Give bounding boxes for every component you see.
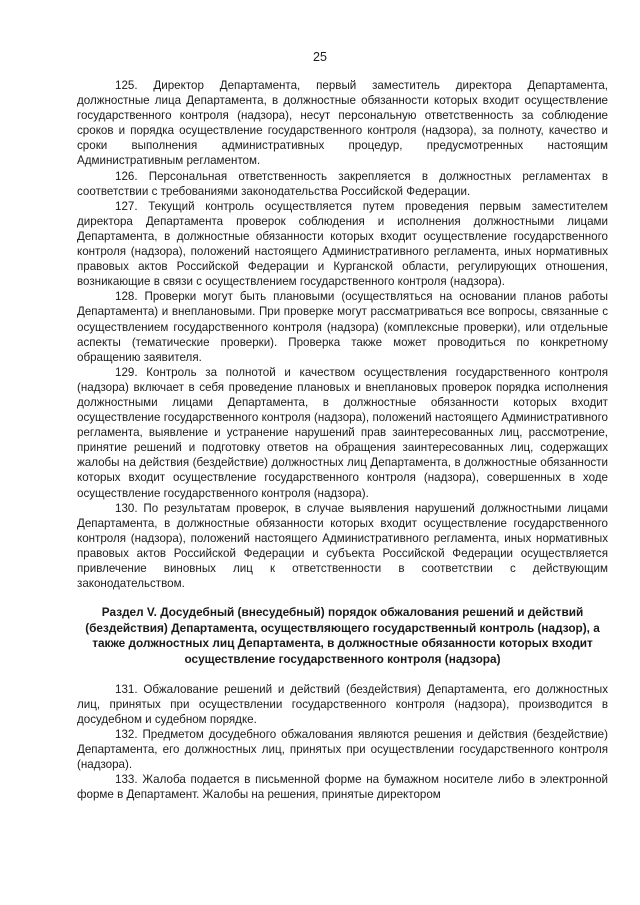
paragraph-127: 127. Текущий контроль осуществляется путем проведения первым заместителем директора Департамента проверок соблюдения и исполнения должностными лицами Департамента, в должностные обязанности которых входит осуществление государственного контроля (надзора), положений настоящего Административного регламента, иных нормативных правовых актов Российской Федерации и Курганской области, регулирующих отношения, возникающие в связи с осуществлением государственного контроля (надзора). — [77, 199, 608, 289]
document-body — [77, 78, 608, 802]
paragraph-131: 131. Обжалование решений и действий (бездействия) Департамента, его должностных лиц, принятых при осуществлении государственного контроля (надзора), производится в досудебном и судебном порядке. — [77, 682, 608, 726]
paragraph-132: 132. Предметом досудебного обжалования являются решения и действия (бездействие) Департамента, его должностных лиц, принятых при осуществлении государственного контроля (надзора). — [77, 727, 608, 772]
paragraph-128: 128. Проверки могут быть плановыми (осуществляться на основании планов работы Департамента) и внеплановыми. При проверке могут рассматриваться все вопросы, связанные с осуществлением государственного контроля (надзора) (комплексные проверки), или отдельные аспекты (тематические проверки). Проверка также может проводиться по конкретному обращению заявителя. — [77, 290, 608, 364]
page-number: 25 — [313, 50, 327, 64]
paragraph-129: 129. Контроль за полнотой и качеством осуществления государственного контроля (надзора) включает в себя проведение плановых и внеплановых проверок порядка исполнения должностными лицами Департамента, в должностные обязанности которых входит осуществление государственного контроля (надзора), положений настоящего Административного регламента, выявление и устранение нарушений прав заинтересованных лиц, рассмотрение, принятие решений и подготовку ответов на обращения заинтересованных лиц, содержащих жалобы на действия (бездействие) должностных лиц Департамента, в должностные обязанности которых входит осуществление государственного контроля (надзора), совершенных в ходе осуществление государственного контроля (надзора). — [77, 365, 608, 500]
paragraph-130: 130. По результатам проверок, в случае выявления нарушений должностными лицами Департамента, в должностные обязанности которых входит осуществление государственного контроля (надзора), положений настоящего Административного регламента, иных нормативных правовых актов Российской Федерации и субъекта Российской Федерации осуществляется привлечение виновных лиц к ответственности в соответствии с действующим законодательством. — [77, 501, 608, 591]
paragraph-126: 126. Персональная ответственность закрепляется в должностных регламентах в соответствии с требованиями законодательства Российской Федерации. — [77, 169, 608, 198]
paragraph-133: 133. Жалоба подается в письменной форме на бумажном носителе либо в электронной форме в Департамент. Жалобы на решения, принятые директором — [77, 773, 608, 802]
section-heading: Раздел V. Досудебный (внесудебный) порядок обжалования решений и действий (бездействия) Департамента, осуществляющего государственный контроль (надзор), а также должностных лиц Департамента, в должностные обязанности которых входит осуществление государственного контроля (надзора) — [85, 605, 600, 666]
paragraph-125: 125. Директор Департамента, первый заместитель директора Департамента, должностные лица Департамента, в должностные обязанности которых входит осуществление государственного контроля (надзора), несут персональную ответственность за соблюдение сроков и порядка осуществление государственного контроля (надзора), за полноту, качество и сроки выполнения административных процедур, предусмотренных настоящим Административным регламентом. — [77, 79, 608, 168]
